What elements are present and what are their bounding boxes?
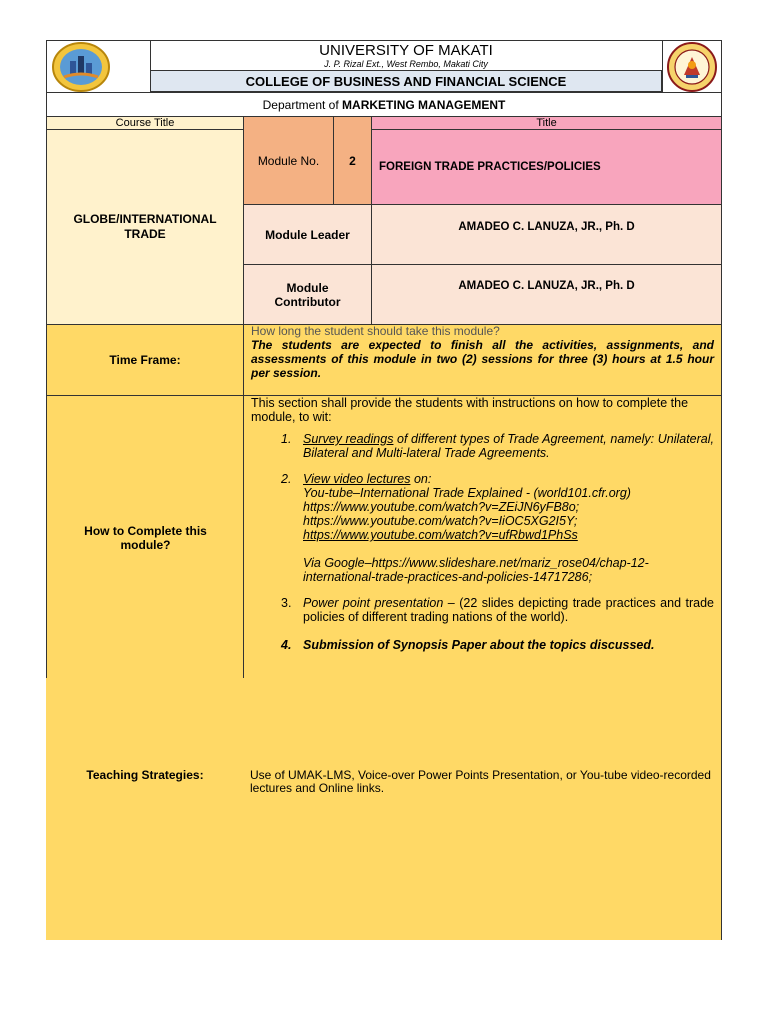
module-leader-value: AMADEO C. LANUZA, JR., Ph. D bbox=[458, 221, 635, 233]
university-name: UNIVERSITY OF MAKATI bbox=[319, 41, 493, 59]
time-frame-label-cell bbox=[46, 324, 244, 396]
step3-text: – (22 slides depicting trade practices and trade policies of different trading nations of the world). bbox=[303, 596, 714, 624]
time-frame-question: How long the student should take this module? bbox=[251, 324, 500, 338]
module-contributor-value-cell bbox=[371, 264, 722, 325]
title-label: Title bbox=[536, 117, 557, 129]
module-contributor-label: Module Contributor bbox=[274, 280, 341, 309]
how-to-label: How to Complete this module? bbox=[84, 523, 207, 552]
youtube-source-line: You-tube–International Trade Explained - (world101.cfr.org) bbox=[303, 486, 631, 500]
video-link-3[interactable]: https://www.youtube.com/watch?v=ufRbwd1PhSs bbox=[303, 528, 578, 542]
step1-text: of different types of Trade Agreement, namely: Unilateral, Bilateral and Multi-lateral Trade Agreements. bbox=[303, 432, 714, 460]
time-frame-label: Time Frame: bbox=[109, 353, 181, 367]
module-no-label-cell bbox=[243, 116, 334, 205]
step1-number: 1. bbox=[281, 432, 292, 446]
course-title-label: Course Title bbox=[115, 117, 175, 129]
module-leader-label-cell bbox=[243, 204, 372, 265]
how-to-value-cell bbox=[243, 395, 722, 679]
module-title-value: FOREIGN TRADE PRACTICES/POLICIES bbox=[379, 161, 601, 173]
module-leader-label: Module Leader bbox=[265, 227, 350, 242]
module-no-value: 2 bbox=[349, 153, 356, 168]
list-item bbox=[251, 472, 714, 584]
college-logo-icon bbox=[50, 41, 112, 93]
step2-text: on: bbox=[410, 472, 432, 486]
step2-number: 2. bbox=[281, 472, 292, 486]
list-item bbox=[251, 638, 714, 652]
course-title-cell bbox=[46, 129, 244, 325]
time-frame-answer: The students are expected to finish all the activities, assignments, and assessments of this module in two (2) sessions for three (3) hours at 1.5 hour per session. bbox=[251, 338, 714, 380]
list-item bbox=[251, 596, 714, 624]
department-line bbox=[46, 92, 722, 116]
step3-emphasis: Power point presentation bbox=[303, 596, 444, 610]
how-to-label-cell bbox=[46, 395, 244, 679]
instruction-list bbox=[251, 432, 714, 652]
teaching-label: Teaching Strategies: bbox=[86, 768, 204, 782]
video-link-2[interactable]: https://www.youtube.com/watch?v=IiOC5XG2I5Y; bbox=[303, 514, 578, 528]
how-to-intro: This section shall provide the students with instructions on how to complete the module, to wit: bbox=[251, 396, 689, 424]
time-frame-value-cell bbox=[243, 324, 722, 396]
step4-text: Submission of Synopsis Paper about the topics discussed. bbox=[303, 638, 655, 652]
module-leader-value-cell bbox=[371, 204, 722, 265]
video-link-1[interactable]: https://www.youtube.com/watch?v=ZEiJN6yFB8o; bbox=[303, 500, 580, 514]
department-name: MARKETING MANAGEMENT bbox=[342, 97, 506, 112]
university-seal-icon bbox=[664, 41, 720, 93]
title-header bbox=[371, 116, 722, 130]
college-name: COLLEGE OF BUSINESS AND FINANCIAL SCIENCE bbox=[150, 70, 662, 92]
module-no-label: Module No. bbox=[257, 153, 320, 168]
list-item bbox=[251, 432, 714, 460]
module-contributor-label-cell bbox=[243, 264, 372, 325]
google-slideshare-link[interactable]: Via Google–https://www.slideshare.net/mariz_rose04/chap-12-international-trade-practices-and-policies-14717286; bbox=[303, 556, 649, 584]
module-no-value-cell bbox=[333, 116, 372, 205]
survey-readings-link[interactable]: Survey readings bbox=[303, 432, 394, 446]
teaching-label-cell bbox=[46, 765, 244, 785]
department-prefix: Department of bbox=[262, 97, 339, 112]
view-video-lectures-link[interactable]: View video lectures bbox=[303, 472, 411, 486]
step3-number: 3. bbox=[281, 596, 292, 610]
step4-number: 4. bbox=[281, 638, 292, 652]
course-title-header bbox=[46, 116, 244, 130]
university-address: J. P. Rizal Ext., West Rembo, Makati City bbox=[324, 59, 488, 69]
teaching-value: Use of UMAK-LMS, Voice-over Power Points Presentation, or You-tube video-recorded lectures and Online links. bbox=[250, 768, 711, 795]
teaching-block bbox=[46, 678, 722, 940]
title-cell bbox=[371, 129, 722, 205]
module-contributor-value: AMADEO C. LANUZA, JR., Ph. D bbox=[458, 280, 635, 292]
course-title-value: GLOBE/INTERNATIONAL TRADE bbox=[73, 212, 217, 241]
